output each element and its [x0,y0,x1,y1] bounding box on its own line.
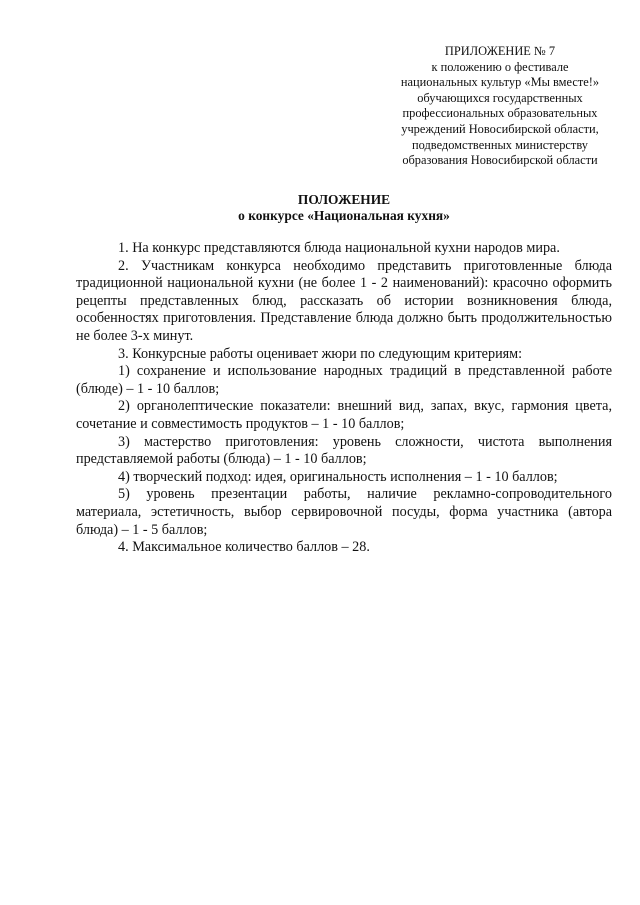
title-heading: ПОЛОЖЕНИЕ [297,192,391,207]
appendix-line: образования Новосибирской области [402,153,598,168]
document-body [76,240,612,557]
body-paragraph: 1. На конкурс представляются блюда национальной кухни народов мира. [118,240,560,256]
criteria-item: 2) органолептические показатели: внешний вид, запах, вкус, гармония цвета, сочетание и совместимость продуктов – 1 - 10 баллов; [76,398,612,432]
body-paragraph: 3. Конкурсные работы оценивает жюри по следующим критериям: [118,345,523,362]
appendix-header [378,44,622,169]
title-subheading: о конкурсе «Национальная кухня» [238,208,450,223]
appendix-line: ПРИЛОЖЕНИЕ № 7 [444,44,556,58]
body-paragraph: 2. Участникам конкурса необходимо представить приготовленные блюда традиционной национальной кухни (не более 1 - 2 наименований): красочно оформить рецепты представленных блюд, рассказать об истории возникновения блюда, особенностях приготовления. Представление блюда должно быть продолжительностью не более 3-х минут. [76,257,612,344]
appendix-line: к положению о фестивале [431,59,569,74]
criteria-item: 3) мастерство приготовления: уровень сложности, чистота выполнения представляемой работы (блюда) – 1 - 10 баллов; [76,433,612,468]
appendix-line: национальных культур «Мы вместе!» [400,75,600,90]
appendix-line: профессиональных образовательных [402,106,598,121]
criteria-item: 4) творческий подход: идея, оригинальность исполнения – 1 - 10 баллов; [118,468,558,485]
appendix-line: обучающихся государственных [417,90,583,105]
appendix-line: подведомственных министерству [412,137,588,152]
criteria-item: 1) сохранение и использование народных традиций в представленной работе (блюде) – 1 - 10 баллов; [76,363,612,397]
document-title [76,192,612,224]
appendix-line: учреждений Новосибирской области, [401,121,599,136]
body-paragraph: 4. Максимальное количество баллов – 28. [118,539,370,556]
criteria-item: 5) уровень презентации работы, наличие рекламно-сопроводительного материала, эстетичность, выбор сервировочной посуды, форма участника (автора блюда) – 1 - 5 баллов; [76,486,612,538]
